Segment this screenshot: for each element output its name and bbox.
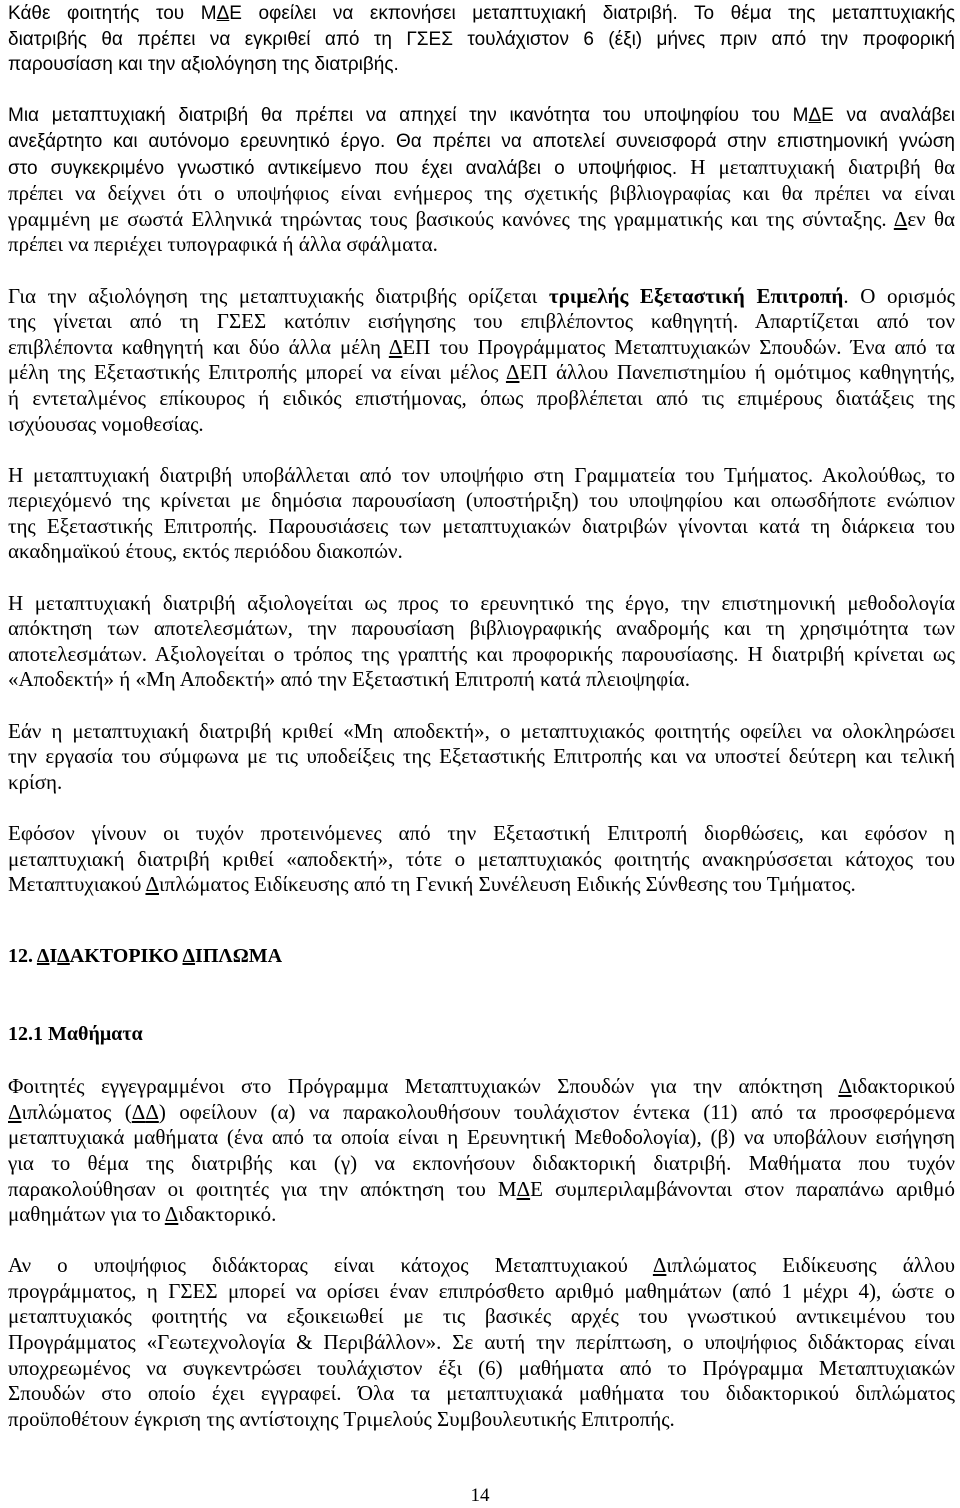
underlined-delta: Δ <box>57 945 70 968</box>
thesis-quality-paragraph <box>8 103 955 258</box>
text-line: μεταπτυχιακή διατριβή κριθεί «αποδεκτή», τότε ο μεταπτυχιακός φοιτητής ανακηρύσσεται κάτοχος του <box>8 846 955 871</box>
page-number: 14 <box>470 1485 490 1506</box>
phd-courses-paragraph <box>8 1074 955 1228</box>
underlined-delta: Δ <box>131 1099 146 1124</box>
text-line: Εφόσον γίνουν οι τυχόν προτεινόμενες από την Εξεταστική Επιτροπή διορθώσεις, και εφόσον η <box>8 821 955 845</box>
text-run: στο συγκεκριμένο γνωστικό αντικείμενο που έχει αναλάβει ο υποψήφιος. <box>8 157 678 179</box>
text-line: Η μεταπτυχιακή διατριβή αξιολογείται ως προς το ερευνητικό της έργο, την επιστημονική μεθοδολογία <box>8 590 955 615</box>
additional-courses-paragraph <box>8 1253 955 1432</box>
text-line: προγράμματος, η ΓΣΕΣ μπορεί να ορίσει έναν επιπρόσθετο αριθμό μαθημάτων (από 1 μέχρι 4), ώστε ο <box>8 1278 955 1303</box>
text-line: Φοιτητές εγγεγραμμένοι στο Πρόγραμμα Μεταπτυχιακών Σπουδών για την απόκτηση Διδακτορικού <box>8 1074 955 1099</box>
text-line: Μια μεταπτυχιακή διατριβή θα πρέπει να απηχεί την ικανότητα του υποψηφίου του ΜΔΕ να αναλάβει <box>8 105 955 127</box>
section-heading: 12. ΔΙΔΑΚΤΟΡΙΚΟ ΔΙΠΛΩΜΑ <box>8 945 283 968</box>
text-line: μαθημάτων για το Διδακτορικό. <box>8 1202 277 1227</box>
thesis-evaluation-paragraph <box>8 591 955 693</box>
underlined-delta: Δ <box>145 872 159 897</box>
underlined-delta: Δ <box>893 206 908 231</box>
text-line: απόκτηση των αποτελεσμάτων, την παρουσίαση βιβλιογραφικής αναδρομής και τη χρησιμότητα των <box>8 616 955 641</box>
examination-committee-paragraph <box>8 284 955 438</box>
underlined-delta: Δ <box>838 1074 852 1099</box>
text-line: παρακολούθησαν οι φοιτητές για την απόκτηση του ΜΔΕ συμπεριλαμβάνονται στον παραπάνω αριθμό <box>8 1176 956 1201</box>
text-run: Για την αξιολόγηση της μεταπτυχιακής διατριβής ορίζεται <box>8 283 538 308</box>
underlined-delta: Δ <box>652 1253 667 1278</box>
text-line: την εργασία του σύμφωνα με τις υποδείξεις της Εξεταστικής Επιτροπής και να υποστεί δεύτερη και τελική <box>8 744 955 769</box>
text-line <box>8 155 955 182</box>
document-page <box>8 1 955 1432</box>
text-line: ανεξάρτητο και αυτόνομο ερευνητικό έργο. Θα πρέπει να αποτελεί συνεισφορά στην επιστημονική γνώση <box>8 130 955 152</box>
text-line: πρέπει να δείχνει ότι ο υποψήφιος είναι ενήμερος της σχετικής βιβλιογραφίας και θα πρέπει να είναι <box>8 181 955 206</box>
text-line: Προγράμματος «Γεωτεχνολογία & Περιβάλλον». Σε αυτή την περίπτωση, ο υποψήφιος διδάκτορας είναι <box>8 1330 955 1355</box>
text-line: Η μεταπτυχιακή διατριβή υποβάλλεται από τον υποψήφιο στη Γραμματεία του Τμήματος. Ακολούθως, το <box>8 462 955 487</box>
underlined-delta: Δ <box>182 945 196 968</box>
underlined-delta: Δ <box>36 945 50 968</box>
underlined-delta: Δ <box>505 360 520 385</box>
text-line: Εάν η μεταπτυχιακή διατριβή κριθεί «Μη αποδεκτή», ο μεταπτυχιακός φοιτητής οφείλει να ολοκληρώσει <box>8 718 955 743</box>
text-line: μέλη της Εξεταστικής Επιτροπής μπορεί να είναι μέλος ΔΕΠ άλλου Πανεπιστημίου ή ομότιμος καθηγητής, <box>8 360 955 385</box>
underlined-delta: Δ <box>164 1202 179 1227</box>
subsection-heading: 12.1 Μαθήματα <box>8 1023 143 1046</box>
text-line: Αν ο υποψήφιος διδάκτορας είναι κάτοχος Μεταπτυχιακού Διπλώματος Ειδίκευσης άλλου <box>8 1253 955 1278</box>
text-line: επιβλέποντα καθηγητή και δύο άλλα μέλη ΔΕΠ του Προγράμματος Μεταπτυχιακών Σπουδών. Ένα από τα <box>8 334 956 359</box>
text-line <box>8 284 955 310</box>
text-line: προϋποθέτουν έγκριση της αντίστοιχης Τριμελούς Συμβουλευτικής Επιτροπής. <box>8 1406 675 1431</box>
underlined-delta: Δ <box>145 1099 159 1124</box>
text-line: ισχύουσας νομοθεσίας. <box>8 411 204 436</box>
text-line: γραμμένη με σωστά Ελληνικά τηρώντας τους βασικούς κανόνες της γραμματικής και της σύνταξης. Δεν θα <box>8 206 956 231</box>
thesis-requirement-paragraph <box>8 1 955 78</box>
text-line: μεταπτυχιακά μαθήματα (ένα από τα οποία είναι η Ερευνητική Μεθοδολογία), (β) να υποβάλουν εισήγηση <box>8 1125 955 1150</box>
text-line: μεταπτυχιακός φοιτητής να εξοικειωθεί με τις βασικές αρχές του γνωστικού αντικειμένου του <box>8 1304 955 1329</box>
text-line: Σπουδών στο οποίο έχει εγγραφεί. Όλα τα μεταπτυχιακά μαθήματα του διδακτορικού διπλώματος <box>8 1381 955 1406</box>
text-line: της Εξεταστικής Επιτροπής. Παρουσιάσεις των μεταπτυχιακών διατριβών γίνονται κατά τη διάρκεια του <box>8 513 955 538</box>
text-line: Κάθε φοιτητής του ΜΔΕ οφείλει να εκπονήσει μεταπτυχιακή διατριβή. Το θέμα της μεταπτυχιακής <box>8 3 956 24</box>
text-line: για το θέμα της διατριβής και (γ) να εκπονήσουν διδακτορική διατριβή. Μαθήματα που τυχόν <box>8 1150 955 1175</box>
underlined-delta: Δ <box>216 3 230 24</box>
text-line: διατριβής θα πρέπει να εγκριθεί από τη ΓΣΕΣ τουλάχιστον 6 (έξι) μήνες πριν από την προφορική <box>8 28 955 50</box>
text-line: της γίνεται από τη ΓΣΕΣ κατόπιν εισήγησης του επιβλέποντος καθηγητή. Απαρτίζεται από τον <box>8 309 955 334</box>
text-line: αποτελεσμάτων. Αξιολογείται ο τρόπος της γραπτής και προφορικής παρουσίασης. Η διατριβή κρίνεται ως <box>8 641 955 666</box>
bold-term: τριμελής Εξεταστική Επιτροπή <box>548 283 844 308</box>
text-line: κρίση. <box>8 769 63 794</box>
degree-award-paragraph <box>8 821 955 898</box>
underlined-delta: Δ <box>808 105 822 127</box>
text-line: ακαδημαϊκού έτους, εκτός περιόδου διακοπών. <box>8 539 403 564</box>
thesis-rejection-paragraph <box>8 719 955 796</box>
underlined-delta: Δ <box>8 1099 22 1124</box>
text-line: πρέπει να περιέχει τυπογραφικά ή άλλα σφάλματα. <box>8 232 438 257</box>
underlined-delta: Δ <box>388 334 403 359</box>
thesis-submission-paragraph <box>8 463 955 565</box>
text-line: υποχρεωμένος να συγκεντρώσει τουλάχιστον έξι (6) μαθήματα από το Πρόγραμμα Μεταπτυχιακών <box>8 1355 955 1380</box>
text-run: Η μεταπτυχιακή διατριβή θα <box>690 154 956 179</box>
text-line: παρουσίαση και την αξιολόγηση της διατριβής. <box>8 54 399 76</box>
text-line: Διπλώματος (ΔΔ) οφείλουν (α) να παρακολουθήσουν τουλάχιστον έντεκα (11) από τα προσφερόμενα <box>8 1099 955 1124</box>
text-run: . Ο ορισμός <box>843 283 955 308</box>
text-line: περιεχόμενό της κρίνεται με δημόσια παρουσίαση (υποστήριξη) του υποψηφίου και οπωσδήποτε ενώπιον <box>8 488 955 513</box>
underlined-delta: Δ <box>516 1176 531 1201</box>
text-line: «Αποδεκτή» ή «Μη Αποδεκτή» από την Εξεταστική Επιτροπή κατά πλειοψηφία. <box>8 667 690 692</box>
text-line: ή εντεταλμένος επίκουρος ή ειδικός επιστήμονας, όπως προβλέπεται από τις επιμέρους διατάξεις της <box>8 385 955 410</box>
text-line: Μεταπτυχιακού Διπλώματος Ειδίκευσης από τη Γενική Συνέλευση Ειδικής Σύνθεσης του Τμήματος. <box>8 872 856 897</box>
